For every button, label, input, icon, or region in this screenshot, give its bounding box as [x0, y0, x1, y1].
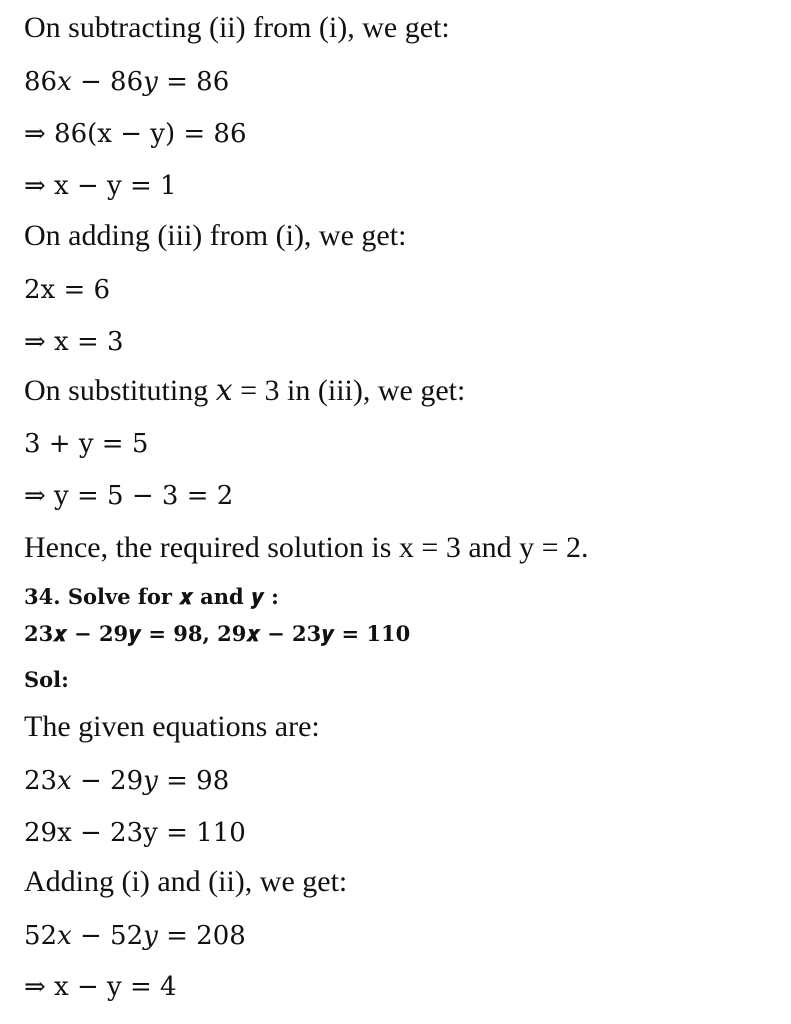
question-34-equations: 𝟐𝟑𝒙 − 𝟐𝟗𝒚 = 𝟗𝟖, 𝟐𝟗𝒙 − 𝟐𝟑𝒚 = 𝟏𝟏𝟎	[24, 621, 411, 646]
text-line-subtracting: On subtracting (ii) from (i), we get:	[24, 11, 450, 44]
equation-2x-6: 2x = 6	[24, 275, 111, 305]
text-line-substituting: On substituting 𝑥 = 3 in (iii), we get:	[24, 374, 466, 407]
equation-x-minus-y-1: ⇒ x − y = 1	[24, 171, 177, 201]
equation-ii: 29x − 23y = 110	[24, 818, 246, 848]
equation-x-3: ⇒ x = 3	[24, 327, 124, 357]
sol-label: Sol:	[24, 667, 69, 692]
equation-86-x-minus-y: ⇒ 86(x − y) = 86	[24, 119, 247, 149]
equation-y-2: ⇒ y = 5 − 3 = 2	[24, 481, 234, 511]
text-line-solution: Hence, the required solution is x = 3 and y = 2.	[24, 531, 589, 564]
equation-3-plus-y: 3 + y = 5	[24, 429, 149, 459]
text-line-adding-i-ii: Adding (i) and (ii), we get:	[24, 865, 348, 898]
equation-52x-52y: 52𝑥 − 52𝑦 = 208	[24, 921, 246, 951]
question-34-title: 34. Solve for 𝒙 and 𝒚 :	[24, 584, 279, 609]
text-line-adding: On adding (iii) from (i), we get:	[24, 219, 407, 252]
equation-86x-86y: 86𝑥 − 86𝑦 = 86	[24, 67, 230, 97]
text-line-given-equations: The given equations are:	[24, 710, 320, 743]
equation-x-minus-y-4: ⇒ x − y = 4	[24, 972, 177, 1002]
equation-i: 23𝑥 − 29𝑦 = 98	[24, 766, 230, 796]
